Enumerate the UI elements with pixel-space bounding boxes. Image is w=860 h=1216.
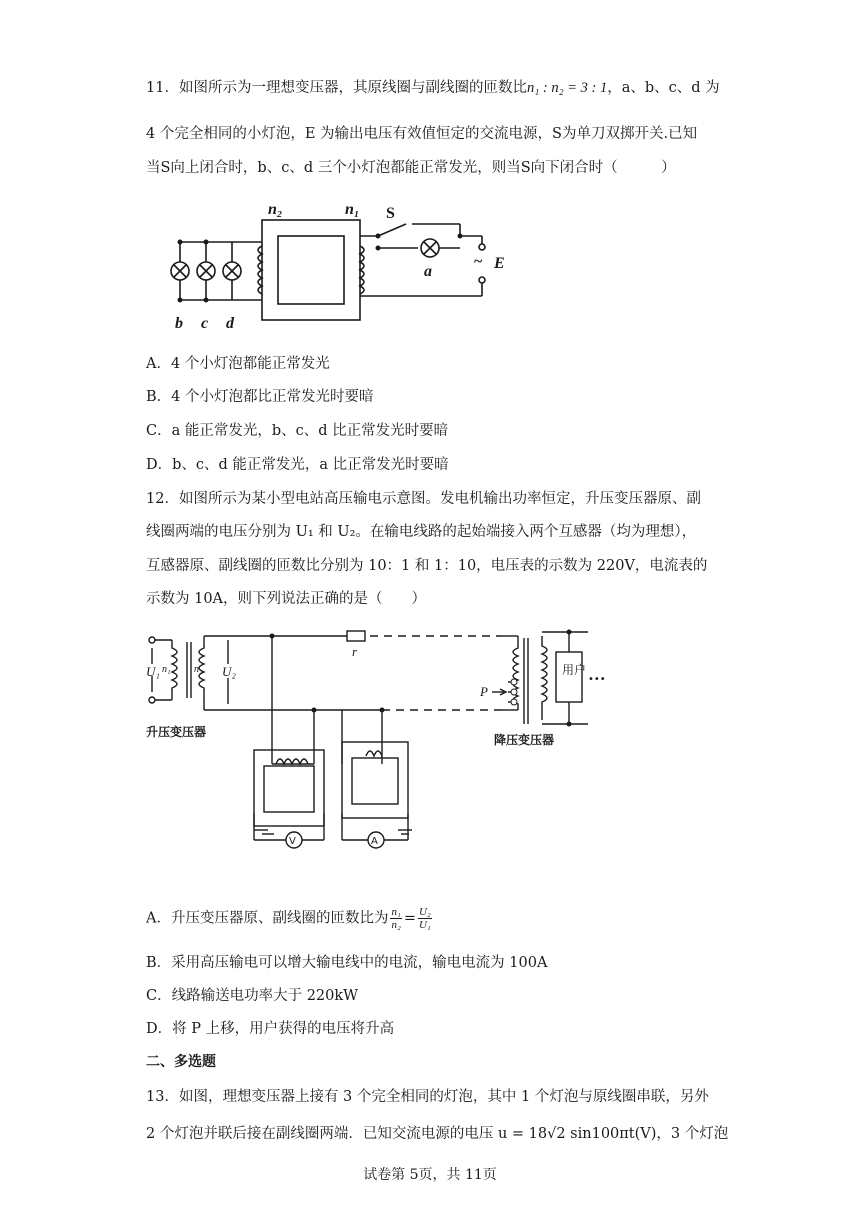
q11-label-e: E [494,255,505,272]
q12-label-n2: n₂ [194,664,203,675]
q11-option-d[interactable]: D．b、c、d 能正常发光，a 比正常发光时要暗 [146,457,449,473]
q13-line2: 2 个灯泡并联后接在副线圈两端．已知交流电源的电压 u = 18√2 sin100πt(V)，3 个灯泡 [146,1126,729,1142]
q12-label-step-up: 升压变压器 [146,725,207,739]
q11-option-a[interactable]: A．4 个小灯泡都能正常发光 [146,356,330,372]
q11-label-s: S [386,205,395,222]
q11-label-a: a [424,263,432,280]
q12-option-c[interactable]: C．线路输送电功率大于 220kW [146,988,359,1004]
q12-label-r: r [352,644,358,659]
q12-line4: 示数为 10A，则下列说法正确的是（ ） [146,591,427,607]
q12-line3: 互感器原、副线圈的匝数比分别为 10：1 和 1：10，电压表的示数为 220V，电流表的 [146,558,708,574]
q12-line2: 线圈两端的电压分别为 U₁ 和 U₂。在输电线路的起始端接入两个互感器（均为理想）， [146,524,697,540]
q11-line2: 4 个完全相同的小灯泡，E 为输出电压有效值恒定的交流电源，S为单刀双掷开关.已知 [146,126,698,142]
q12-label-n1: n₁ [162,664,171,675]
q12-option-a-text: A．升压变压器原、副线圈的匝数比为 [146,910,389,927]
q12-option-a[interactable] [146,906,434,931]
q12-line1: 12．如图所示为某小型电站高压输电示意图。发电机输出功率恒定，升压变压器原、副 [146,491,701,507]
q11-line1-text: 11．如图所示为一理想变压器，其原线圈与副线圈的匝数比 [146,80,527,96]
q12-option-d[interactable]: D．将 P 上移，用户获得的电压将升高 [146,1021,395,1037]
q11-label-tilde: ~ [474,253,483,270]
q11-line3: 当S向上闭合时，b、c、d 三个小灯泡都能正常发光，则当S向下闭合时（ ） [146,160,676,176]
q11-label-n2: n₂ [268,201,283,218]
q11-option-b[interactable]: B．4 个小灯泡都比正常发光时要暗 [146,389,374,405]
q12-label-ammeter: A [371,836,378,847]
q12-option-a-eq: = [403,910,416,927]
q12-option-b[interactable]: B．采用高压输电可以增大输电线中的电流，输电电流为 100A [146,955,548,971]
q12-label-dots: ••• [588,674,606,685]
q11-label-c: c [201,315,209,332]
q11-option-c[interactable]: C．a 能正常发光，b、c、d 比正常发光时要暗 [146,423,449,439]
q12-label-step-down: 降压变压器 [494,733,555,747]
q12-option-a-frac2 [418,906,432,931]
q12-frac2-den: U₁ [418,919,431,931]
q12-frac1-num: n₁ [391,906,401,918]
q12-label-user: 用户 [562,663,587,677]
q11-line1-tail: ，a、b、c、d 为 [607,80,720,96]
q11-ratio: n₁ : n₂ = 3 : 1 [526,80,608,96]
q12-transmission-figure [142,624,622,864]
q12-label-u1: U₁ [146,664,160,679]
q12-label-voltmeter: V [289,836,296,847]
q11-label-d: d [226,315,234,332]
q12-frac1-den: n₂ [391,919,401,931]
section-heading: 二、多选题 [146,1054,216,1070]
q11-label-b: b [175,315,183,332]
q13-line1: 13．如图，理想变压器上接有 3 个完全相同的灯泡，其中 1 个灯泡与原线圈串联，另外 [146,1089,709,1105]
q12-label-u2: U₂ [222,664,236,679]
q12-label-p: P [480,684,488,699]
q11-circuit-figure [160,200,520,330]
q12-frac2-num: U₂ [418,906,431,918]
q12-option-a-frac1 [390,906,401,931]
q11-label-n1: n₁ [345,201,360,218]
q11-line1 [146,78,720,98]
page-footer: 试卷第 5页，共 11页 [363,1167,497,1183]
